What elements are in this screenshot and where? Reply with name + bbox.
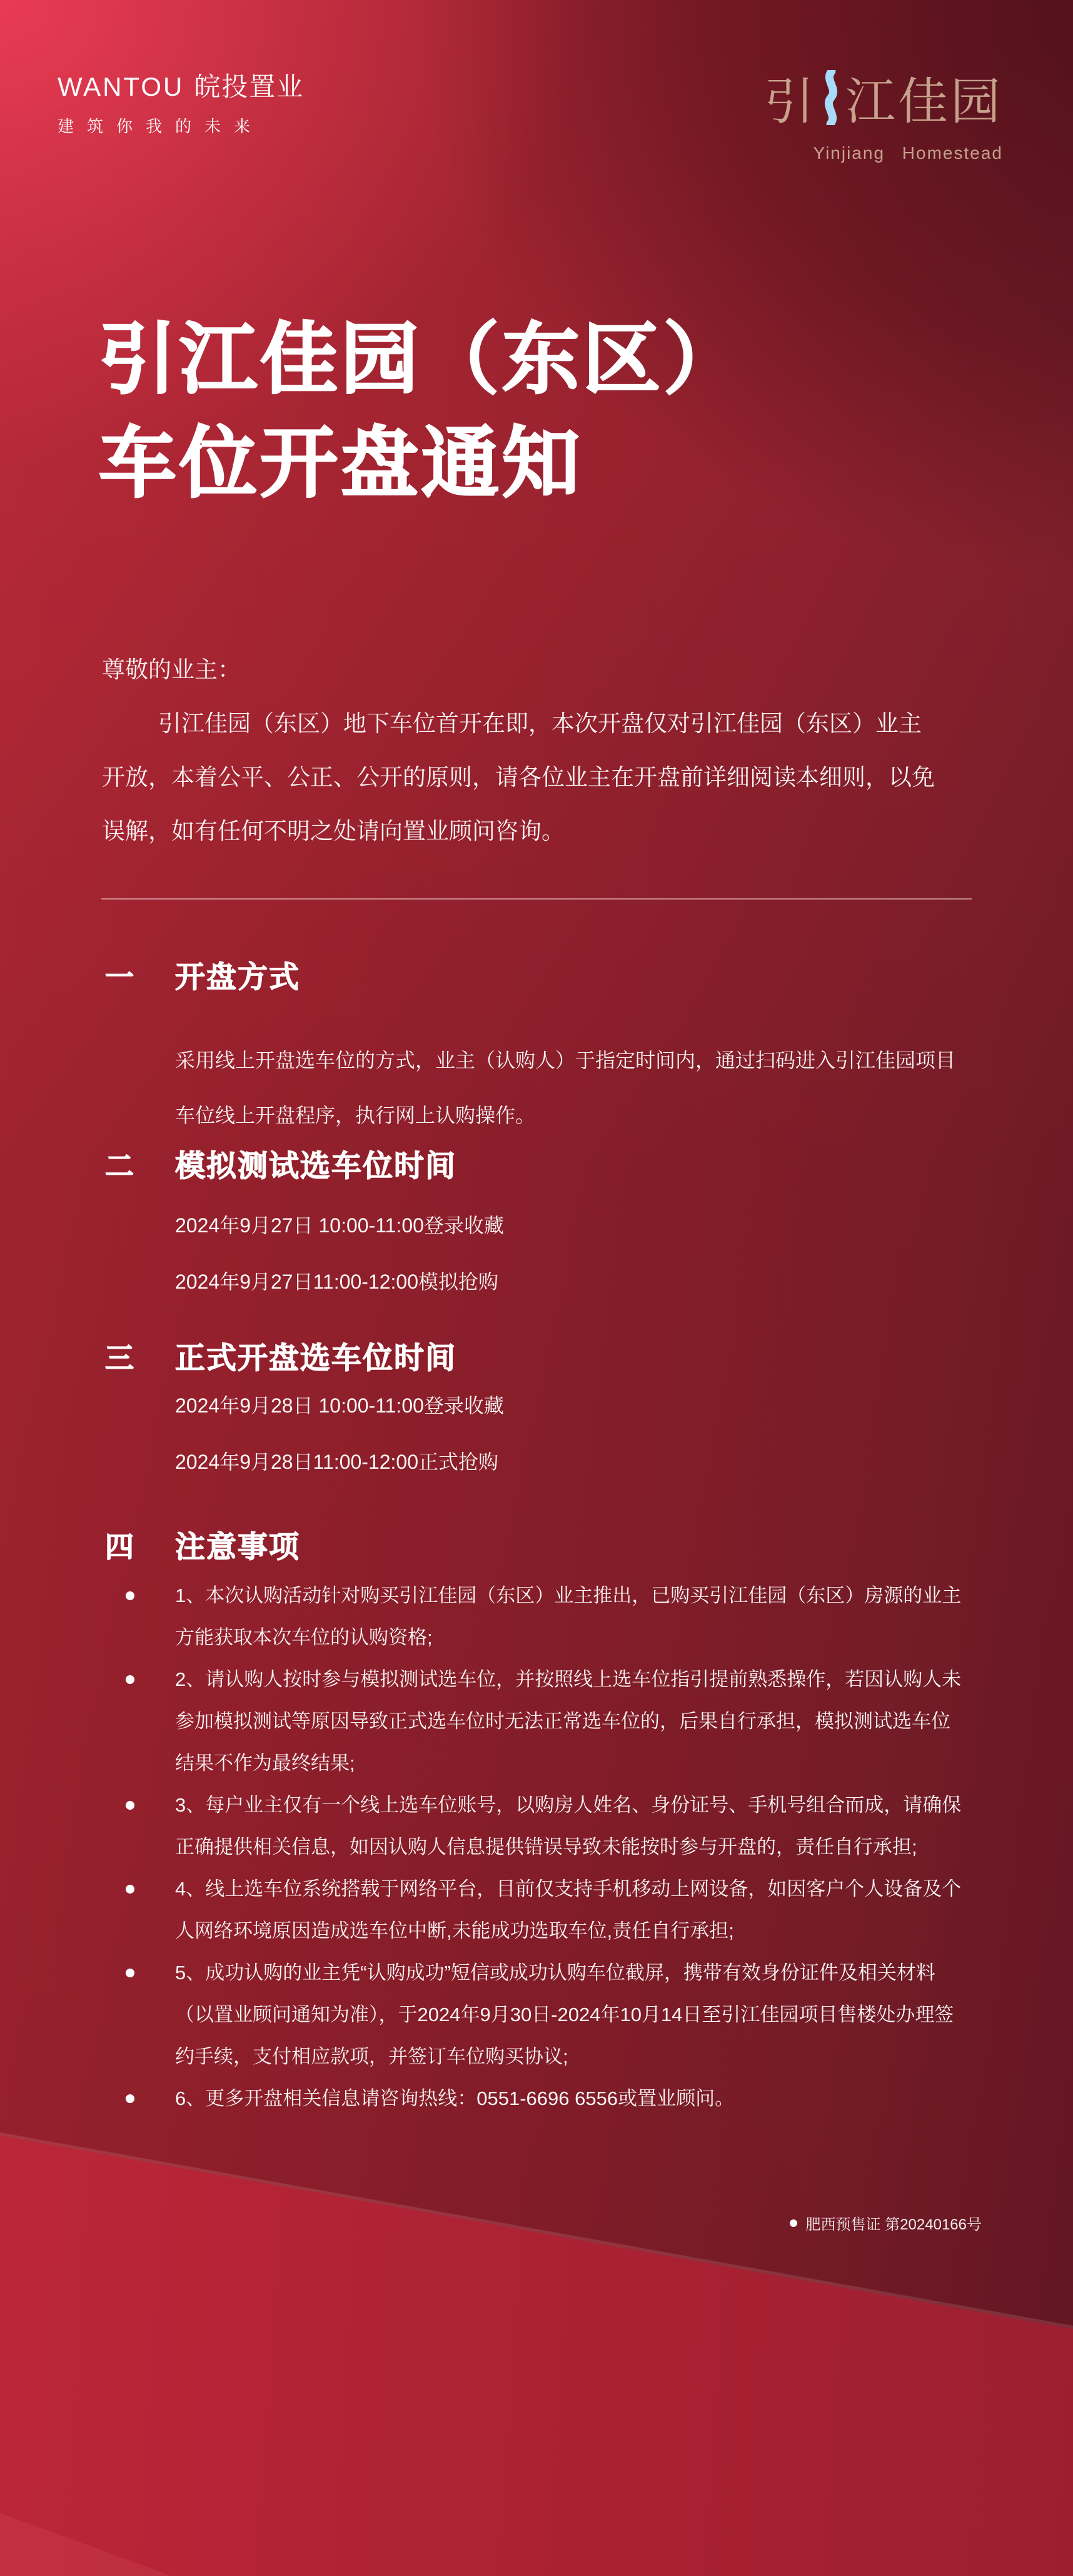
project-logo-cn xyxy=(764,61,1003,133)
time-slot: 2024年9月27日 10:00-11:00登录收藏 xyxy=(175,1214,504,1237)
note-text: 2、请认购人按时参与模拟测试选车位，并按照线上选车位指引提前熟悉操作，若因认购人未参加模拟测试等原因导致正式选车位时无法正常选车位的，后果自行承担，模拟测试选车位结果不作为最终结果; xyxy=(175,1668,962,1774)
bullet-dot-icon xyxy=(126,1969,134,1977)
project-logo-cn-suffix: 江佳园 xyxy=(845,74,1003,129)
brand-name-cn: 皖投置业 xyxy=(194,72,305,101)
note-text: 3、每户业主仅有一个线上选车位账号，以购房人姓名、身份证号、手机号组合而成，请确保正确提供相关信息，如因认购人信息提供错误导致未能按时参与开盘的，责任自行承担; xyxy=(175,1794,962,1858)
page-title-line2: 车位开盘通知 xyxy=(99,420,583,507)
note-text: 5、成功认购的业主凭“认购成功”短信或成功认购车位截屏，携带有效身份证件及相关材料（以置业顾问通知为准），于2024年9月30日-2024年10月14日至引江佳园项目售楼处办理签约手续，支付相应款项，并签订车位购买协议; xyxy=(175,1962,954,2067)
note-item xyxy=(102,1868,969,1952)
page-title-line1: 引江佳园（东区） xyxy=(99,317,745,403)
note-item xyxy=(102,1952,969,2077)
brand-name-en: WANTOU xyxy=(58,72,184,101)
presale-license xyxy=(790,2212,982,2234)
section-4-heading xyxy=(105,1528,300,1566)
section-1-label: 开盘方式 xyxy=(175,961,301,994)
note-item xyxy=(102,2077,969,2119)
bullet-dot-icon xyxy=(126,1591,134,1600)
note-text: 4、线上选车位系统搭载于网络平台，目前仅支持手机移动上网设备，如因客户个人设备及个人网络环境原因造成选车位中断,未能成功选取车位,责任自行承担; xyxy=(175,1878,962,1942)
time-slot: 2024年9月28日11:00-12:00正式抢购 xyxy=(175,1451,499,1473)
note-item xyxy=(102,1658,969,1784)
note-item xyxy=(102,1784,969,1868)
section-2-heading xyxy=(105,1147,456,1185)
page-title xyxy=(99,308,744,515)
section-divider xyxy=(101,898,972,900)
intro-block xyxy=(102,643,935,858)
section-4-number: 四 xyxy=(105,1531,134,1563)
salutation: 尊敬的业主： xyxy=(102,657,241,682)
section-1-paragraph: 采用线上开盘选车位的方式，业主（认购人）于指定时间内，通过扫码进入引江佳园项目车位线上开盘程序，执行网上认购操作。 xyxy=(175,1049,956,1127)
note-text: 6、更多开盘相关信息请咨询热线：0551-6696 6556或置业顾问。 xyxy=(175,2087,735,2109)
section-3-number: 三 xyxy=(105,1342,134,1374)
bullet-dot-icon xyxy=(126,2094,134,2103)
bullet-dot-icon xyxy=(790,2219,797,2227)
water-wave-icon xyxy=(822,70,840,125)
section-2-number: 二 xyxy=(105,1150,134,1182)
bullet-dot-icon xyxy=(126,1885,134,1894)
license-text: 肥西预售证 第20240166号 xyxy=(805,2216,982,2233)
section-3-times xyxy=(175,1377,969,1490)
section-4-label: 注意事项 xyxy=(175,1531,301,1564)
section-3-heading xyxy=(105,1339,456,1377)
project-logo-cn-prefix: 引 xyxy=(764,74,817,129)
project-logo-en: Yinjiang Homestead xyxy=(813,143,1003,163)
note-item xyxy=(102,1575,969,1658)
section-3-label: 正式开盘选车位时间 xyxy=(175,1342,457,1375)
section-1-number: 一 xyxy=(105,961,134,993)
section-2-times xyxy=(175,1197,969,1310)
bullet-dot-icon xyxy=(126,1801,134,1810)
project-logo xyxy=(764,61,1003,163)
section-1-heading xyxy=(105,958,300,996)
brand-name xyxy=(58,66,304,104)
bullet-dot-icon xyxy=(126,1675,134,1684)
notes-list xyxy=(102,1575,969,2119)
intro-paragraph: 引江佳园（东区）地下车位首开在即，本次开盘仅对引江佳园（东区）业主开放，本着公平、公正、公开的原则，请各位业主在开盘前详细阅读本细则，以免误解，如有任何不明之处请向置业顾问咨询。 xyxy=(102,711,935,844)
time-slot: 2024年9月27日11:00-12:00模拟抢购 xyxy=(175,1270,499,1293)
section-2-label: 模拟测试选车位时间 xyxy=(175,1150,457,1183)
time-slot: 2024年9月28日 10:00-11:00登录收藏 xyxy=(175,1394,504,1417)
note-text: 1、本次认购活动针对购买引江佳园（东区）业主推出，已购买引江佳园（东区）房源的业主方能获取本次车位的认购资格; xyxy=(175,1585,962,1648)
brand-logo xyxy=(58,66,304,137)
brand-tagline: 建筑你我的未来 xyxy=(58,117,264,136)
